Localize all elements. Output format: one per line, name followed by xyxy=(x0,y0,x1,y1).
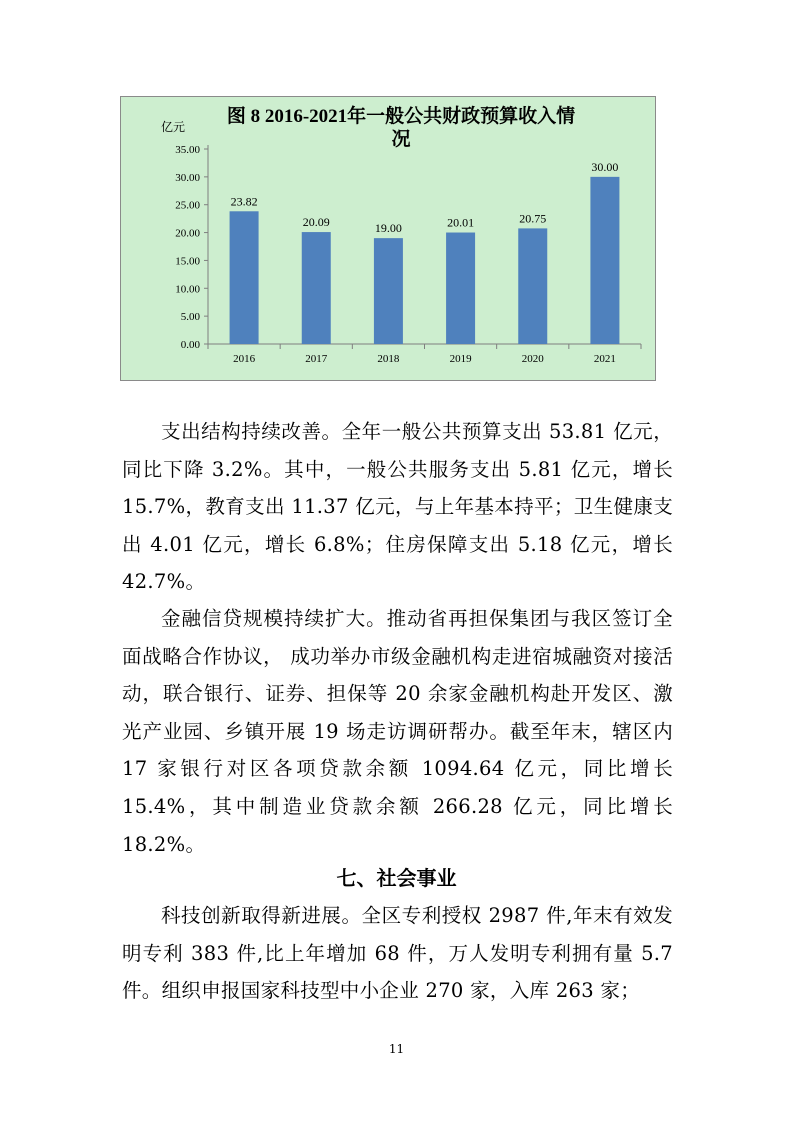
y-tick-label: 30.00 xyxy=(175,171,200,184)
paragraph-finance: 金融信贷规模持续扩大。推动省再担保集团与我区签订全面战略合作协议， 成功举办市级金融机构走进宿城融资对接活动，联合银行、证券、担保等 20 余家金融机构赴开发区、激光产业园、乡镇开展 19 场走访调研帮办。截至年末，辖区内 17 家银行对区各项贷款余额 1094.64 亿元，同比增长 15.4%，其中制造业贷款余额 266.28 亿元，同比增长 18.2%。 xyxy=(122,607,673,856)
chart-title-line-1: 图 8 2016-2021年一般公共财政预算收入情 xyxy=(226,106,576,127)
bar-2021 xyxy=(590,177,619,344)
x-tick-label: 2020 xyxy=(521,353,544,365)
x-tick-label: 2016 xyxy=(233,353,256,365)
data-label-2021: 30.00 xyxy=(591,159,619,174)
data-label-2018: 19.00 xyxy=(374,221,402,236)
y-tick-label: 15.00 xyxy=(175,255,200,268)
x-tick-label: 2019 xyxy=(449,353,472,365)
bar-2019 xyxy=(446,233,475,344)
x-tick-label: 2017 xyxy=(305,353,328,365)
y-tick-label: 25.00 xyxy=(175,199,200,212)
data-label-2020: 20.75 xyxy=(519,211,547,226)
paragraph-tech: 科技创新取得新进展。全区专利授权 2987 件,年末有效发明专利 383 件,比上年增加 68 件，万人发明专利拥有量 5.7 件。组织申报国家科技型中小企业 270 家，入库 263 家； xyxy=(122,904,673,1003)
section-heading: 七、社会事业 xyxy=(336,866,457,890)
y-tick-label: 35.00 xyxy=(175,144,200,156)
bar-2018 xyxy=(374,238,403,344)
y-tick-label: 5.00 xyxy=(180,311,200,324)
bar-2020 xyxy=(518,228,547,344)
chart-svg xyxy=(121,97,657,382)
page-number: 11 xyxy=(388,1042,405,1056)
chart-title-line-2: 况 xyxy=(391,129,411,150)
paragraph-expenditure: 支出结构持续改善。全年一般公共预算支出 53.81 亿元，同比下降 3.2%。其中，一般公共服务支出 5.81 亿元，增长 15.7%，教育支出 11.37 亿元，与上年基本持平；卫生健康支出 4.01 亿元，增长 6.8%；住房保障支出 5.18 亿元，增长 42.7%。 xyxy=(122,420,673,594)
x-tick-label: 2021 xyxy=(593,353,616,365)
y-axis-label: 亿元 xyxy=(161,120,186,134)
y-tick-label: 10.00 xyxy=(175,283,200,296)
data-label-2017: 20.09 xyxy=(302,215,330,230)
bar-2017 xyxy=(302,232,331,344)
data-label-2016: 23.82 xyxy=(230,194,258,209)
y-tick-label: 20.00 xyxy=(175,227,200,240)
x-tick-label: 2018 xyxy=(377,353,400,365)
data-label-2019: 20.01 xyxy=(447,215,475,230)
y-tick-label: 0.00 xyxy=(180,339,200,351)
bar-2016 xyxy=(230,211,259,344)
revenue-chart xyxy=(120,96,656,381)
